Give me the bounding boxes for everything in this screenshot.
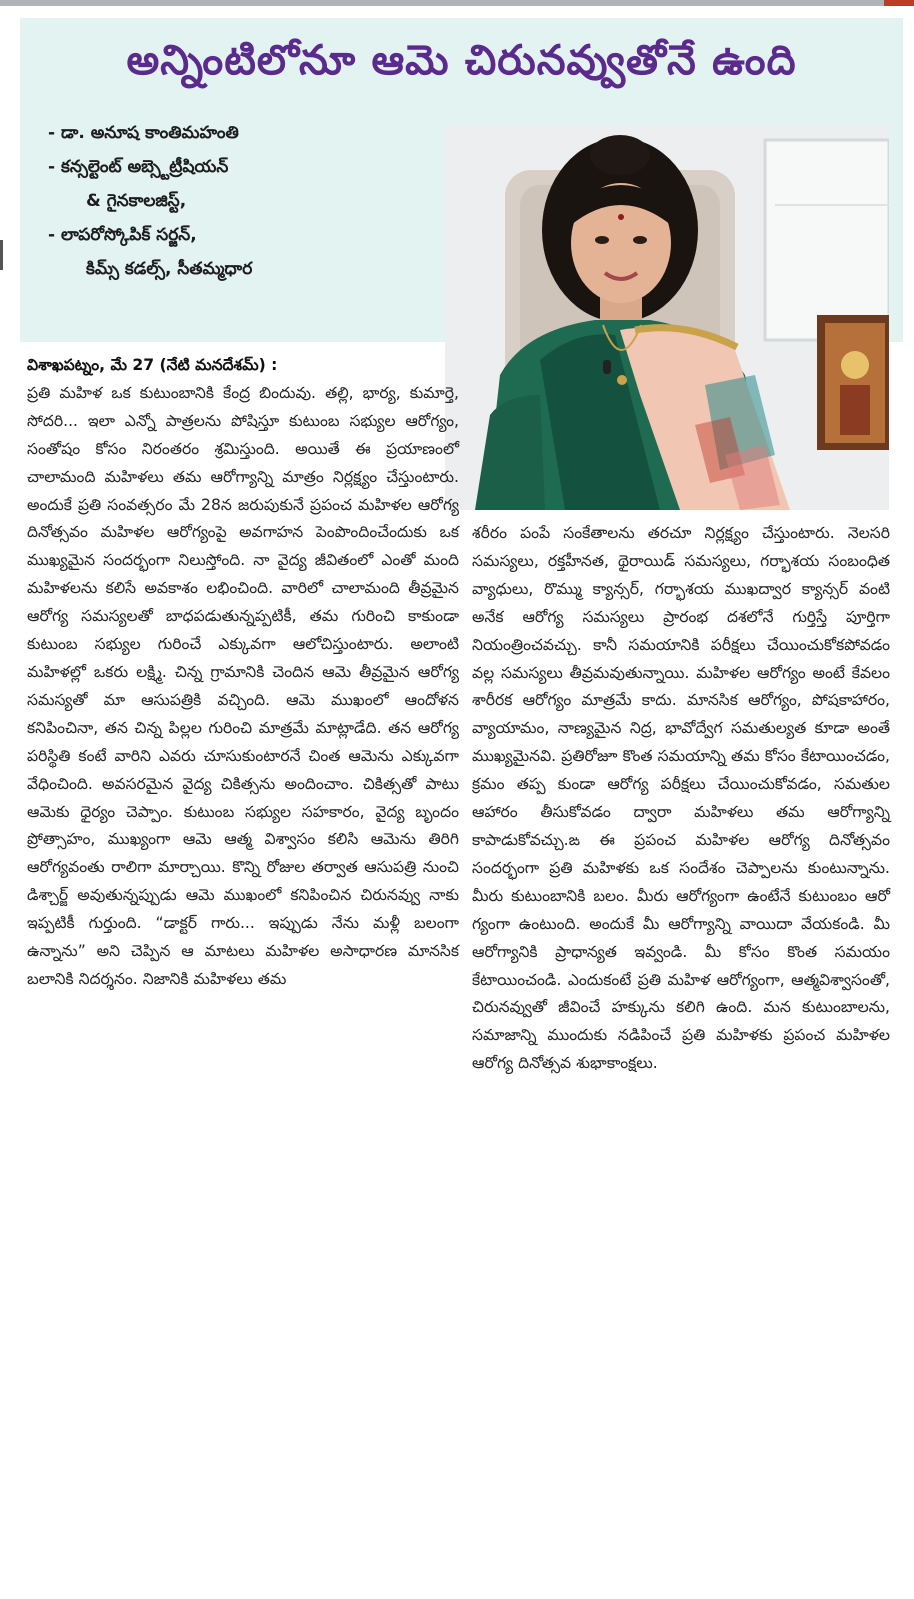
credit-author-name: - డా. అనూష కాంతిమహంతి <box>48 123 239 143</box>
margin-mark <box>0 240 3 270</box>
author-credits <box>48 116 458 286</box>
credit-hospital: కిమ్స్ కడల్స్, సీతమ్మధార <box>86 259 253 279</box>
article-column-2 <box>472 520 890 1078</box>
credit-surgeon: - లాపరోస్కోపిక్ సర్జన్, <box>48 225 197 245</box>
top-rule-accent <box>884 0 914 6</box>
dateline: విశాఖపట్నం, మే 27 (నేటి మనదేశమ్) : <box>27 356 278 374</box>
credit-designation: - కన్సల్టెంట్ అబ్స్టెట్రీషియన్ <box>48 157 229 177</box>
portrait-illustration <box>445 125 889 510</box>
article-column-1 <box>27 352 459 994</box>
credit-specialty: & గైనకాలజిస్ట్, <box>86 191 187 211</box>
column-2-text: శరీరం పంపే సంకేతాలను తరచూ నిర్లక్ష్యం చేస్తుంటారు. నెలసరి సమస్యలు, రక్తహీనత, థైరాయిడ్ సమస్యలు, గర్భాశయ సంబంధిత వ్యాధులు, రొమ్ము క్యాన్సర్, గర్భాశయ ముఖద్వార క్యాన్సర్ వంటి అనేక ఆరోగ్య సమస్యలు ప్రారంభ దశలోనే గుర్తిస్తే పూర్తిగా నియంత్రించవచ్చు. కానీ సమయానికి పరీక్షలు చేయించుకోకపోవడం వల్ల సమస్యలు తీవ్రమవుతున్నాయి. మహిళల ఆరోగ్యం అంటే కేవలం శారీరక ఆరోగ్యం మాత్రమే కాదు. మానసిక ఆరోగ్యం, పోషకాహారం, వ్యాయామం, నాణ్యమైన నిద్ర, భావోద్వేగ సమతుల్యత కూడా అంతే ముఖ్యమైనవి. ప్రతిరోజూ కొంత సమయాన్ని తమ కోసం కేటాయించడం, క్రమం తప్ప కుండా ఆరోగ్య పరీక్షలు చేయించుకోవడం, సమతుల ఆహారం తీసుకోవడం ద్వారా మహిళలు తమ ఆరోగ్యాన్ని కాపాడుకోవచ్చు.ఙ ఈ ప్రపంచ మహిళల ఆరోగ్య దినోత్సవం సందర్భంగా ప్రతి మహిళకు ఒక సందేశం చెప్పాలను కుంటున్నాను. మీరు కుటుంబానికి బలం. మీరు ఆరోగ్యంగా ఉంటేనే కుటుంబం ఆరో గ్యంగా ఉంటుంది. అందుకే మీ ఆరోగ్యాన్ని వాయిదా వేయకండి. మీ ఆరోగ్యానికి ప్రాధాన్యత ఇవ్వండి. మీ కోసం కొంత సమయం కేటాయించండి. ఎందుకంటే ప్రతి మహిళ ఆరోగ్యంగా, ఆత్మవిశ్వాసంతో, చిరునవ్వుతో జీవించే హక్కును కలిగి ఉంది. మన కుటుంబాలను, సమాజాన్ని ముందుకు నడిపించే ప్రతి మహిళకు ప్రపంచ మహిళల ఆరోగ్య దినోత్సవ శుభాకాంక్షలు. <box>472 524 890 1073</box>
article-title: అన్నింటిలోనూ ఆమె చిరునవ్వుతోనే ఉంది <box>126 36 797 84</box>
author-photo <box>445 125 889 510</box>
top-rule <box>0 0 914 6</box>
column-1-text: ప్రతి మహిళ ఒక కుటుంబానికి కేంద్ర బిందువు. తల్లి, భార్య, కుమార్తె, సోదరి... ఇలా ఎన్నో పాత్రలను పోషిస్తూ కుటుంబ సభ్యుల ఆరోగ్యం, సంతోషం కోసం నిరంతరం శ్రమిస్తుంది. అయితే ఈ ప్రయాణంలో చాలామంది మహిళలు తమ ఆరోగ్యాన్ని మాత్రం నిర్లక్ష్యం చేస్తుంటారు. అందుకే ప్రతి సంవత్సరం మే 28న జరుపుకునే ప్రపంచ మహిళల ఆరోగ్య దినోత్సవం మహిళల ఆరోగ్యంపై అవగాహన పెంపొందించేందుకు ఒక ముఖ్యమైన సందర్భంగా నిలుస్తోంది. నా వైద్య జీవితంలో ఎంతో మంది మహిళలను కలిసే అవకాశం లభించింది. వారిలో చాలామంది తీవ్రమైన ఆరోగ్య సమస్యలతో బాధపడుతున్నప్పటికీ, తమ గురించి కాకుండా కుటుంబ సభ్యుల గురించే ఎక్కువగా ఆలోచిస్తుంటారు. అలాంటి మహిళల్లో ఒకరు లక్ష్మి. చిన్న గ్రామానికి చెందిన ఆమె తీవ్రమైన ఆరోగ్య సమస్యతో మా ఆసుపత్రికి వచ్చింది. ఆమె ముఖంలో ఆందోళన కనిపించినా, తన చిన్న పిల్లల గురించి మాత్రమే మాట్లాడేది. తన ఆరోగ్య పరిస్థితి కంటే వారిని ఎవరు చూసుకుంటారనే చింత ఆమెను ఎక్కువగా వేధించింది. అవసరమైన వైద్య చికిత్సను అందించాం. చికిత్సతో పాటు ఆమెకు ధైర్యం చెప్పాం. కుటుంబ సభ్యుల సహకారం, వైద్య బృందం ప్రోత్సాహం, ముఖ్యంగా ఆమె ఆత్మ విశ్వాసం కలిసి ఆమెను తిరిగి ఆరోగ్యవంతు రాలిగా మార్చాయి. కొన్ని రోజుల తర్వాత ఆసుపత్రి నుంచి డిశ్చార్జ్ అవుతున్నప్పుడు ఆమె ముఖంలో కనిపించిన చిరునవ్వు నాకు ఇప్పటికీ గుర్తుంది. “డాక్టర్ గారు... ఇప్పుడు నేను మళ్లీ బలంగా ఉన్నాను” అని చెప్పిన ఆ మాటలు మహిళల అసాధారణ మానసిక బలానికి నిదర్శనం. నిజానికి మహిళలు తమ <box>27 383 459 988</box>
